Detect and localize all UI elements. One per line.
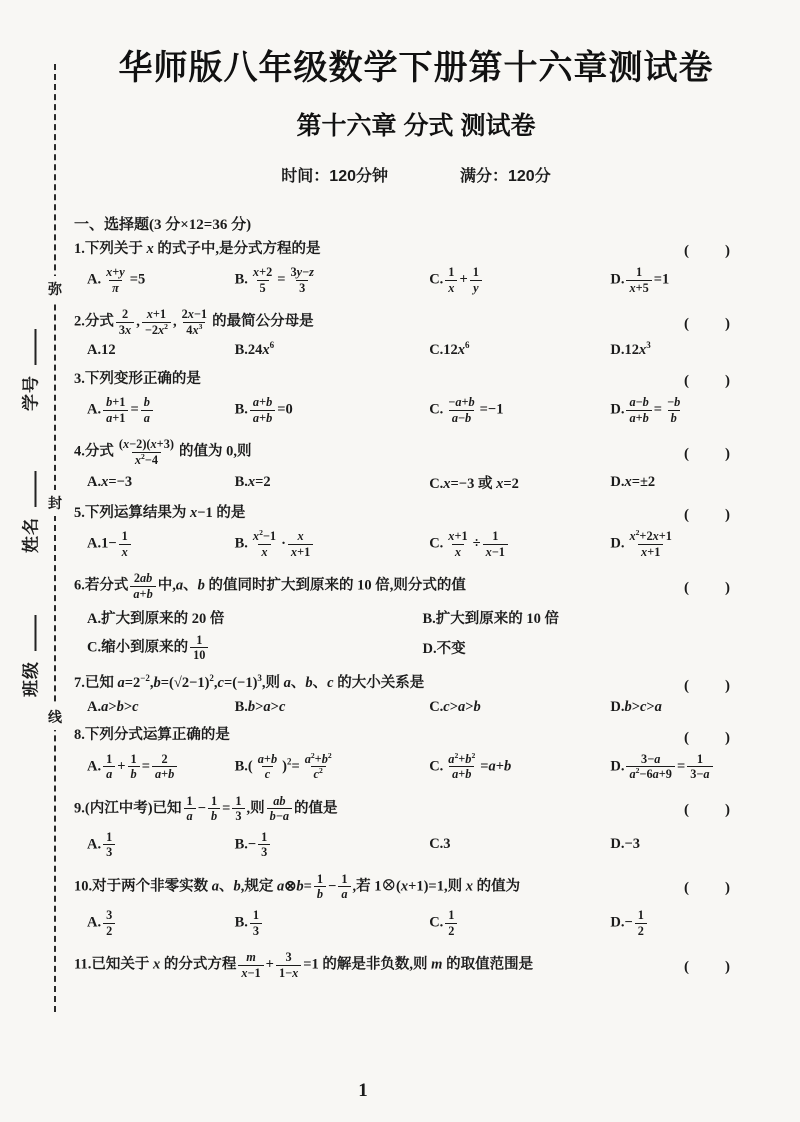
question-stem-row [74,500,758,524]
answer-bracket: ( ) [684,802,732,819]
student-field-label [17,615,42,697]
option-label: B. [234,535,248,552]
option: B. $\frac{1}{3}$ [235,907,430,939]
option: B.( $\frac{a+b}{c}$ )$^2$= $\frac{a^2+b^2}{c^2}$ [234,750,332,782]
field-label-text: 学号 [21,375,41,411]
question [74,790,758,866]
question [74,433,758,498]
option: C.x=−3 或 x=2 [429,476,519,493]
paper-content [74,0,758,981]
answer-bracket: ( ) [684,243,732,259]
seal-dashed-line [54,64,56,1012]
option-label: C. [429,342,444,359]
option-label: A. [87,474,102,491]
option-row [74,695,758,721]
field-label-text: 班级 [21,661,41,697]
option: A. $\frac{x+y}{\pi}$ =5 [87,265,146,295]
page-number: 1 [358,1080,368,1101]
option: C. $\frac{-a+b}{a-b}$ =−1 [429,395,504,425]
question-stem-row [74,366,758,390]
option: B.b>a>c [234,698,286,715]
question-stem-row [74,790,758,825]
field-underline [18,615,37,651]
option-label: D. [610,836,625,853]
option-label: B. [234,914,248,931]
option-label: B. [234,401,248,418]
question [74,868,758,944]
question [74,236,758,301]
question-stem: 8.下列分式运算正确的是 [74,727,230,744]
question-stem: 10.对于两个非零实数 a、b,规定 a⊗b= $\frac{1}{b}$ − $\frac{1}{a}$ ,若 1⊗(x+1)=1,则 x 的值为 [74,871,521,902]
option: C.3 [429,836,451,853]
option: A.1− $\frac{1}{x}$ [87,528,235,560]
option-label: D. [610,758,625,775]
field-label-text: 姓名 [21,517,41,553]
question [74,723,758,788]
time-limit-label: 时间：120分钟 [281,168,388,185]
option-row [74,468,758,498]
option-label: B. [422,610,436,627]
option-label: B. [234,698,248,715]
question-list [74,236,758,981]
answer-bracket: ( ) [684,880,732,897]
option-row [74,390,758,431]
option: B. $\frac{a+b}{a+b}$ =0 [234,395,293,425]
option-label: D. [422,641,437,658]
option: C. $\frac{1}{x}$ + $\frac{1}{y}$ [429,264,610,296]
question [74,303,758,364]
option: C.缩小到原来的 $\frac{1}{10}$ [87,632,423,664]
question-stem-row [74,567,758,602]
option: C. $\frac{1}{2}$ [429,907,610,939]
option-label: A. [87,914,102,931]
answer-bracket: ( ) [684,445,732,462]
chapter-subtitle: 第十六章 分式 测试卷 [296,112,536,140]
option: D.− $\frac{1}{2}$ [610,907,758,939]
field-underline [18,329,37,365]
option: A.a>b>c [87,698,139,715]
option: B.− $\frac{1}{3}$ [235,829,430,861]
question-stem: 9.(内江中考)已知 $\frac{1}{a}$ − $\frac{1}{b}$ = $\frac{1}{3}$ ,则 $\frac{ab}{b-a}$ 的值是 [74,793,338,824]
option: A.12 [87,342,116,359]
option-label: C. [429,914,444,931]
option: $D.12x^3$ [610,340,651,359]
option-label: D. [610,271,625,288]
option: C. $\frac{x+1}{x}$ ÷ $\frac{1}{x-1}$ [429,528,610,560]
option: A. $\frac{b+1}{a+1}$ = $\frac{b}{a}$ [87,394,235,426]
question-stem: 3.下列变形正确的是 [74,370,201,387]
option-label: A. [87,610,102,627]
option-label: C. [429,758,444,775]
option: B.扩大到原来的 10 倍 [422,610,560,627]
option: D. $\frac{1}{x+5}$ =1 [610,265,670,295]
option: A.扩大到原来的 20 倍 [87,610,225,627]
seal-char: 弥 [48,276,62,302]
question-stem: 6.若分式 $\frac{2ab}{a+b}$ 中,a、b 的值同时扩大到原来的 10 倍,则分式的值 [74,571,466,602]
option-label: A. [87,401,102,418]
option-row [74,903,758,944]
option-label: C. [429,535,444,552]
option-row [74,603,758,669]
student-field-label [17,471,42,553]
option-label: A. [87,342,102,359]
paper-title: 华师版八年级数学下册第十六章测试卷 [118,49,714,87]
option-label: C. [429,476,444,493]
question-stem: 2.分式 $\frac{2}{3x}$ , $\frac{x+1}{-2x^2}$ , $\frac{2x-1}{4x^3}$ 的最简公分母是 [74,307,314,337]
option-label: A. [87,758,102,775]
option-label: D. [610,535,625,552]
option-label: B. [234,342,248,359]
question [74,946,758,981]
question [74,366,758,431]
option-label: C. [87,638,102,655]
option: A. $\frac{3}{2}$ [87,907,235,939]
option-label: B. [234,474,248,491]
option-row [74,825,758,866]
answer-bracket: ( ) [684,580,732,597]
answer-bracket: ( ) [684,373,732,390]
option-label: A. [87,271,102,288]
option: $C.12x^6$ [429,340,470,359]
question-stem-row [74,868,758,903]
option: B.x=2 [234,474,271,491]
option-label: C. [429,698,444,715]
question-stem: 4.分式 $\frac{(x-2)(x+3)}{x^2-4}$ 的值为 0,则 [74,437,252,467]
question-stem: 7.已知 $a=2^{-2},b=(√2-1)^2,c=(-1)^3$,则 a、b、c 的大小关系是 [74,673,425,692]
seal-char: 线 [48,704,62,730]
option-label: D. [610,401,625,418]
option: A.x=−3 [87,474,133,491]
question [74,567,758,668]
option: D. $\frac{3-a}{a^2-6a+9}$ = $\frac{1}{3-a}$ [610,751,758,783]
exam-meta [74,163,758,186]
option-label: D. [610,474,625,491]
option-label: D. [610,914,625,931]
answer-bracket: ( ) [684,315,732,332]
question-stem-row [74,433,758,468]
answer-bracket: ( ) [684,729,732,746]
question-stem-row [74,723,758,747]
question-stem: 1.下列关于 x 的式子中,是分式方程的是 [74,240,321,257]
question-stem: 5.下列运算结果为 x−1 的是 [74,505,246,522]
question-stem-row [74,671,758,695]
field-underline [18,471,37,507]
option: D. $\frac{x^2+2x+1}{x+1}$ [610,528,672,559]
full-score-label: 满分：120分 [460,168,551,185]
option-label: C. [429,271,444,288]
option-label: B. [234,758,248,775]
section-heading: 一、选择题(3 分×12=36 分) [74,217,252,233]
answer-bracket: ( ) [684,958,732,975]
option: D.x=±2 [610,474,656,491]
option: D.−3 [610,836,640,853]
question-stem-row [74,236,758,260]
option-label: C. [429,401,444,418]
option: A. $\frac{1}{3}$ [87,829,235,861]
option-label: C. [429,836,444,853]
option: A. $\frac{1}{a}$ + $\frac{1}{b}$ = $\frac{2}{a+b}$ [87,751,235,783]
option-row [74,338,758,364]
option: D.不变 [422,641,466,658]
option: B. $\frac{x^2-1}{x}$ · $\frac{x}{x+1}$ [235,528,430,560]
option-row [74,260,758,301]
seal-char: 封 [48,490,62,516]
question-stem-row [74,303,758,338]
option-label: A. [87,836,102,853]
option-label: D. [610,342,625,359]
option: C. $\frac{a^2+b^2}{a+b}$ =a+b [429,750,512,782]
option-label: A. [87,535,102,552]
option: B. $\frac{x+2}{5}$ = $\frac{3y-z}{3}$ [234,265,314,295]
option-label: A. [87,698,102,715]
option-label: D. [610,698,625,715]
student-field-label [17,329,42,411]
option-row [74,524,758,565]
option: D. $\frac{a-b}{a+b}$ = $\frac{-b}{b}$ [610,395,681,425]
option: D.b>c>a [610,698,662,715]
option: C.c>a>b [429,698,481,715]
option-label: B. [234,271,248,288]
question [74,671,758,721]
question-stem: 11.已知关于 x 的分式方程 $\frac{m}{x-1}$ + $\frac{3}{1-x}$ =1 的解是非负数,则 m 的取值范围是 [74,950,534,980]
question-stem-row [74,946,758,981]
option-row [74,747,758,788]
answer-bracket: ( ) [684,677,732,694]
question [74,500,758,565]
answer-bracket: ( ) [684,507,732,524]
option: $B.24x^6$ [234,340,275,359]
option-label: B. [234,836,248,853]
